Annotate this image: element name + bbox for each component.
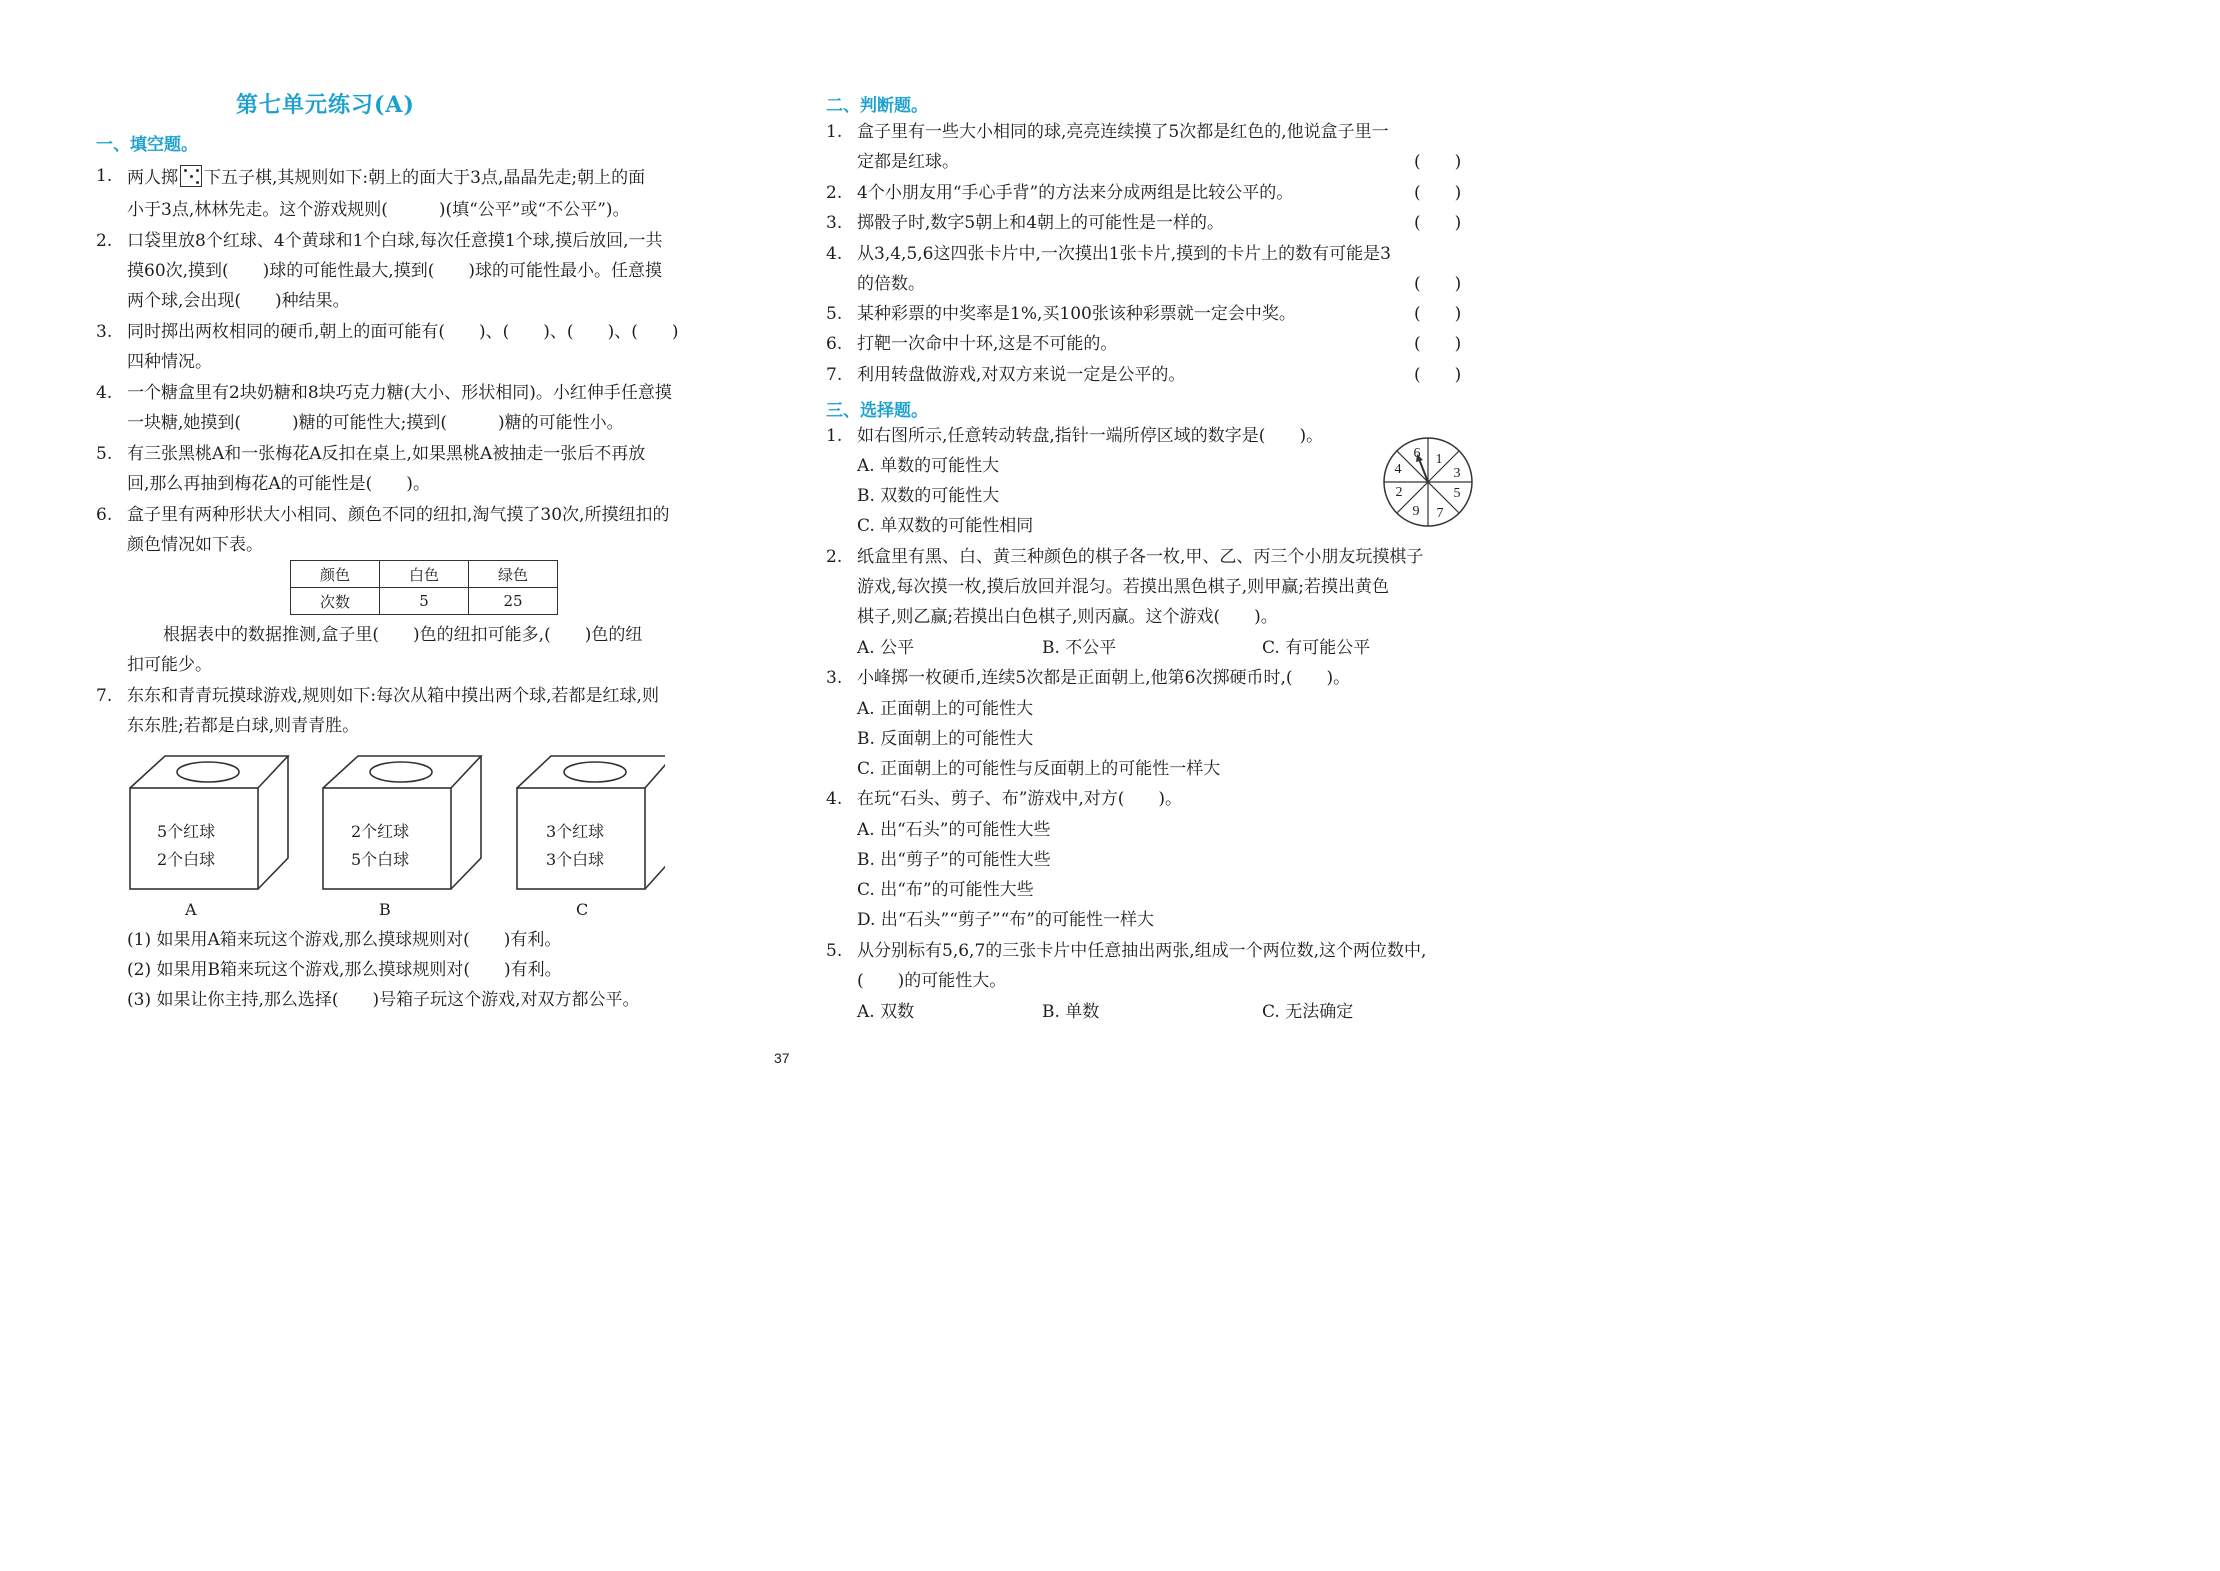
button-color-table xyxy=(290,560,558,615)
c4-line1: 在玩“石头、剪子、布”游戏中,对方( )。 xyxy=(857,789,1183,809)
q1-line2: 小于3点,林林先走。这个游戏规则( )(填“公平”或“不公平”)。 xyxy=(127,200,630,220)
table-cell: 25 xyxy=(469,588,558,615)
table-cell: 5 xyxy=(380,588,469,615)
c5-option-c: C. 无法确定 xyxy=(1262,1002,1354,1022)
q1-number: 1. xyxy=(96,166,113,186)
j1-line1: 盒子里有一些大小相同的球,亮亮连续摸了5次都是红色的,他说盒子里一 xyxy=(857,122,1389,142)
c2-option-a: A. 公平 xyxy=(857,638,915,658)
table-row xyxy=(291,588,558,615)
c2-option-c: C. 有可能公平 xyxy=(1262,638,1371,658)
box-b-label: B xyxy=(379,900,391,919)
q2-line1: 口袋里放8个红球、4个黄球和1个白球,每次任意摸1个球,摸后放回,一共 xyxy=(127,231,663,251)
c2-line3: 棋子,则乙赢;若摸出白色棋子,则丙赢。这个游戏( )。 xyxy=(857,607,1278,627)
q5-number: 5. xyxy=(96,444,113,464)
box-c-white: 3个白球 xyxy=(546,850,605,869)
c5-number: 5. xyxy=(826,941,843,961)
box-a-red: 5个红球 xyxy=(157,822,216,841)
q7-line1: 东东和青青玩摸球游戏,规则如下:每次从箱中摸出两个球,若都是红球,则 xyxy=(127,686,659,706)
c2-line1: 纸盒里有黑、白、黄三种颜色的棋子各一枚,甲、乙、丙三个小朋友玩摸棋子 xyxy=(857,547,1424,567)
j4-number: 4. xyxy=(826,244,843,264)
table-row xyxy=(291,561,558,588)
c5-line1: 从分别标有5,6,7的三张卡片中任意抽出两张,组成一个两位数,这个两位数中, xyxy=(857,941,1427,961)
c1-number: 1. xyxy=(826,426,843,446)
section-heading-choice: 三、选择题。 xyxy=(826,401,928,421)
q2-number: 2. xyxy=(96,231,113,251)
q3-line1: 同时掷出两枚相同的硬币,朝上的面可能有( )、( )、( )、( ) xyxy=(127,322,679,342)
spinner-sector-label: 6 xyxy=(1413,446,1421,461)
page-number: 37 xyxy=(774,1050,790,1066)
box-a-label: A xyxy=(185,900,197,919)
table-header-cell: 绿色 xyxy=(469,561,558,588)
q2-line3: 两个球,会出现( )种结果。 xyxy=(127,291,350,311)
q1-text-post: 下五子棋,其规则如下:朝上的面大于3点,晶晶先走;朝上的面 xyxy=(204,168,646,188)
spinner-sector-label: 7 xyxy=(1436,506,1444,521)
j5-line1: 某种彩票的中奖率是1%,买100张该种彩票就一定会中奖。 xyxy=(857,304,1296,324)
q4-line2: 一块糖,她摸到( )糖的可能性大;摸到( )糖的可能性小。 xyxy=(127,413,624,433)
j2-number: 2. xyxy=(826,183,843,203)
q6-number: 6. xyxy=(96,505,113,525)
c2-option-b: B. 不公平 xyxy=(1042,638,1117,658)
q5-line1: 有三张黑桃A和一张梅花A反扣在桌上,如果黑桃A被抽走一张后不再放 xyxy=(127,444,646,464)
j6-answer-paren: ( ) xyxy=(1414,334,1462,354)
j3-line1: 掷骰子时,数字5朝上和4朝上的可能性是一样的。 xyxy=(857,213,1225,233)
c1-line1: 如右图所示,任意转动转盘,指针一端所停区域的数字是( )。 xyxy=(857,426,1324,446)
c4-option-c: C. 出“布”的可能性大些 xyxy=(857,880,1034,900)
q6-line4: 扣可能少。 xyxy=(127,655,212,675)
j6-number: 6. xyxy=(826,334,843,354)
j7-number: 7. xyxy=(826,365,843,385)
j1-number: 1. xyxy=(826,122,843,142)
j2-line1: 4个小朋友用“手心手背”的方法来分成两组是比较公平的。 xyxy=(857,183,1294,203)
c3-option-b: B. 反面朝上的可能性大 xyxy=(857,729,1034,749)
box-c-label: C xyxy=(576,900,589,919)
c5-option-a: A. 双数 xyxy=(857,1002,915,1022)
q6-line3: 根据表中的数据推测,盒子里( )色的纽扣可能多,( )色的纽 xyxy=(163,625,643,645)
q3-line2: 四种情况。 xyxy=(127,352,212,372)
j5-answer-paren: ( ) xyxy=(1414,304,1462,324)
q6-line2: 颜色情况如下表。 xyxy=(127,535,263,555)
q1-text-pre: 两人掷 xyxy=(127,168,178,188)
j3-answer-paren: ( ) xyxy=(1414,213,1462,233)
q7-number: 7. xyxy=(96,686,113,706)
q2-line2: 摸60次,摸到( )球的可能性最大,摸到( )球的可能性最小。任意摸 xyxy=(127,261,662,281)
box-a-white: 2个白球 xyxy=(157,850,216,869)
spinner-sector-label: 5 xyxy=(1453,486,1461,501)
spinner-sector-label: 4 xyxy=(1394,462,1402,477)
q1-line1 xyxy=(127,165,645,189)
c3-option-c: C. 正面朝上的可能性与反面朝上的可能性一样大 xyxy=(857,759,1221,779)
spinner-pointer xyxy=(1419,459,1428,482)
q7-sub1: (1) 如果用A箱来玩这个游戏,那么摸球规则对( )有利。 xyxy=(127,930,562,950)
c4-number: 4. xyxy=(826,789,843,809)
j3-number: 3. xyxy=(826,213,843,233)
table-header-cell: 白色 xyxy=(380,561,469,588)
c5-option-b: B. 单数 xyxy=(1042,1002,1100,1022)
q7-line2: 东东胜;若都是白球,则青青胜。 xyxy=(127,716,360,736)
q7-sub3: (3) 如果让你主持,那么选择( )号箱子玩这个游戏,对双方都公平。 xyxy=(127,990,640,1010)
c1-option-b: B. 双数的可能性大 xyxy=(857,486,1000,506)
box-c-red: 3个红球 xyxy=(546,822,605,841)
table-cell: 次数 xyxy=(291,588,380,615)
spinner-sector-label: 9 xyxy=(1412,504,1420,519)
c4-option-a: A. 出“石头”的可能性大些 xyxy=(857,820,1051,840)
j1-line2: 定都是红球。 xyxy=(857,152,959,172)
j4-answer-paren: ( ) xyxy=(1414,274,1462,294)
q5-line2: 回,那么再抽到梅花A的可能性是( )。 xyxy=(127,474,430,494)
q7-sub2: (2) 如果用B箱来玩这个游戏,那么摸球规则对( )有利。 xyxy=(127,960,562,980)
box-b-white: 5个白球 xyxy=(351,850,410,869)
c2-line2: 游戏,每次摸一枚,摸后放回并混匀。若摸出黑色棋子,则甲赢;若摸出黄色 xyxy=(857,577,1389,597)
q6-line1: 盒子里有两种形状大小相同、颜色不同的纽扣,淘气摸了30次,所摸纽扣的 xyxy=(127,505,670,525)
section-heading-judge: 二、判断题。 xyxy=(826,96,928,116)
c3-number: 3. xyxy=(826,668,843,688)
page-title: 第七单元练习(A) xyxy=(236,92,415,118)
j4-line1: 从3,4,5,6这四张卡片中,一次摸出1张卡片,摸到的卡片上的数有可能是3 xyxy=(857,244,1391,264)
q4-number: 4. xyxy=(96,383,113,403)
spinner-wheel xyxy=(1381,435,1475,529)
j1-answer-paren: ( ) xyxy=(1414,152,1462,172)
c4-option-b: B. 出“剪子”的可能性大些 xyxy=(857,850,1051,870)
c3-option-a: A. 正面朝上的可能性大 xyxy=(857,699,1034,719)
j5-number: 5. xyxy=(826,304,843,324)
c2-number: 2. xyxy=(826,547,843,567)
j4-line2: 的倍数。 xyxy=(857,274,925,294)
q4-line1: 一个糖盒里有2块奶糖和8块巧克力糖(大小、形状相同)。小红伸手任意摸 xyxy=(127,383,672,403)
c5-line2: ( )的可能性大。 xyxy=(857,971,1007,991)
j2-answer-paren: ( ) xyxy=(1414,183,1462,203)
spinner-sector-label: 1 xyxy=(1435,452,1443,467)
j6-line1: 打靶一次命中十环,这是不可能的。 xyxy=(857,334,1118,354)
j7-answer-paren: ( ) xyxy=(1414,365,1462,385)
table-header-cell: 颜色 xyxy=(291,561,380,588)
section-heading-fill: 一、填空题。 xyxy=(96,135,198,155)
c1-option-c: C. 单双数的可能性相同 xyxy=(857,516,1034,536)
c1-option-a: A. 单数的可能性大 xyxy=(857,456,1000,476)
spinner-sector-label: 2 xyxy=(1395,485,1403,500)
spinner-sector-label: 3 xyxy=(1453,466,1461,481)
q3-number: 3. xyxy=(96,322,113,342)
box-b-red: 2个红球 xyxy=(351,822,410,841)
dice-icon xyxy=(180,165,202,187)
j7-line1: 利用转盘做游戏,对双方来说一定是公平的。 xyxy=(857,365,1186,385)
c3-line1: 小峰掷一枚硬币,连续5次都是正面朝上,他第6次掷硬币时,( )。 xyxy=(857,668,1351,688)
c4-option-d: D. 出“石头”“剪子”“布”的可能性一样大 xyxy=(857,910,1154,930)
